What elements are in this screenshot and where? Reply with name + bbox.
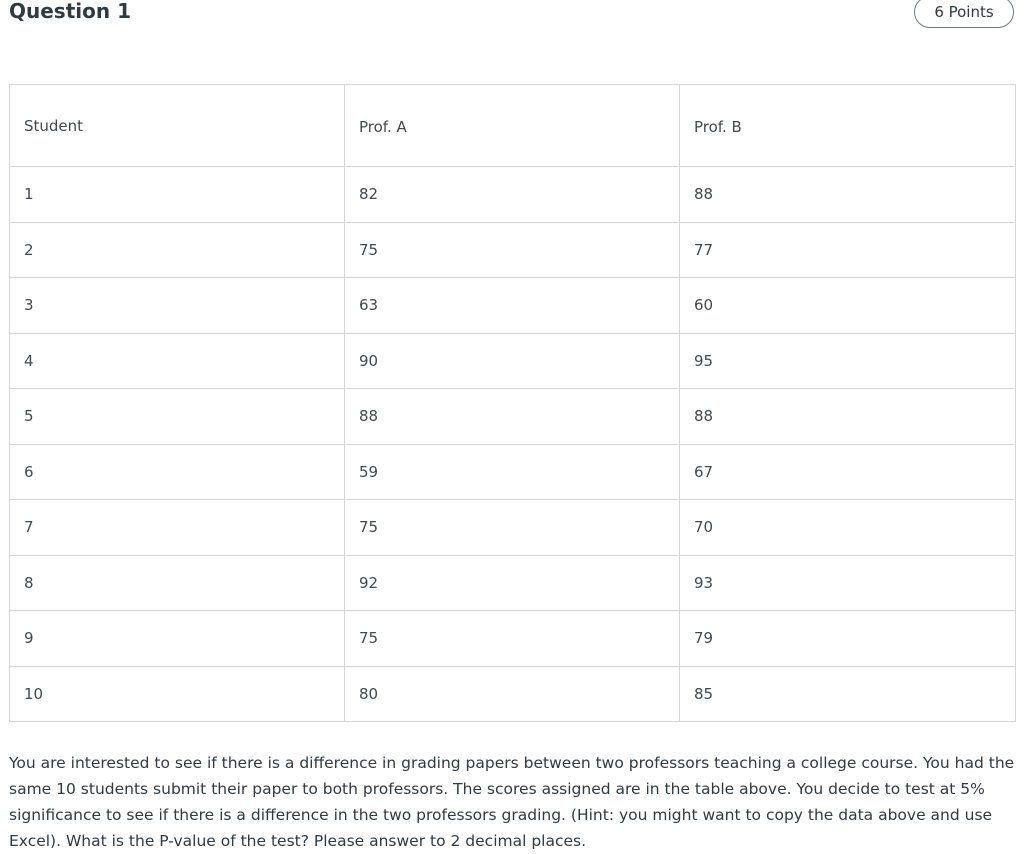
table-row: [10, 333, 1016, 389]
cell-prof-a: 59: [345, 444, 680, 500]
cell-prof-a: 75: [345, 222, 680, 278]
header-student: Student: [10, 85, 345, 167]
question-title: Question 1: [9, 0, 131, 23]
question-prompt: You are interested to see if there is a difference in grading papers between two professors teaching a college course. You had the same 10 students submit their paper to both professors. The scores assigned are in the table above. You decide to test at 5% significance to see if there is a difference in the two professors grading. (Hint: you might want to copy the data above and use Excel). What is the P-value of the test? Please answer to 2 decimal places.: [9, 754, 1015, 850]
table-row: [10, 167, 1016, 223]
cell-prof-b: 88: [680, 167, 1016, 223]
cell-prof-b: 70: [680, 500, 1016, 556]
cell-prof-b: 79: [680, 611, 1016, 667]
table-row: [10, 389, 1016, 445]
header-prof-a: Prof. A: [345, 85, 680, 167]
cell-prof-a: 92: [345, 555, 680, 611]
cell-prof-a: 80: [345, 666, 680, 722]
table-row: [10, 500, 1016, 556]
cell-student: 3: [10, 278, 345, 334]
header-prof-b: Prof. B: [680, 85, 1016, 167]
table-row: [10, 278, 1016, 334]
cell-prof-a: 90: [345, 333, 680, 389]
cell-student: 6: [10, 444, 345, 500]
points-badge: 6 Points: [914, 0, 1014, 28]
cell-student: 5: [10, 389, 345, 445]
table-row: [10, 222, 1016, 278]
cell-student: 8: [10, 555, 345, 611]
cell-student: 9: [10, 611, 345, 667]
cell-prof-a: 88: [345, 389, 680, 445]
cell-student: 10: [10, 666, 345, 722]
cell-prof-b: 85: [680, 666, 1016, 722]
grades-table: [9, 84, 1016, 722]
cell-prof-a: 63: [345, 278, 680, 334]
cell-prof-b: 77: [680, 222, 1016, 278]
cell-prof-a: 75: [345, 500, 680, 556]
table-header-row: [10, 85, 1016, 167]
cell-prof-b: 93: [680, 555, 1016, 611]
cell-prof-b: 67: [680, 444, 1016, 500]
cell-student: 4: [10, 333, 345, 389]
cell-prof-a: 82: [345, 167, 680, 223]
cell-student: 7: [10, 500, 345, 556]
table-row: [10, 611, 1016, 667]
table-row: [10, 444, 1016, 500]
table-row: [10, 666, 1016, 722]
cell-student: 2: [10, 222, 345, 278]
cell-student: 1: [10, 167, 345, 223]
table-row: [10, 555, 1016, 611]
cell-prof-b: 60: [680, 278, 1016, 334]
cell-prof-b: 88: [680, 389, 1016, 445]
cell-prof-a: 75: [345, 611, 680, 667]
cell-prof-b: 95: [680, 333, 1016, 389]
